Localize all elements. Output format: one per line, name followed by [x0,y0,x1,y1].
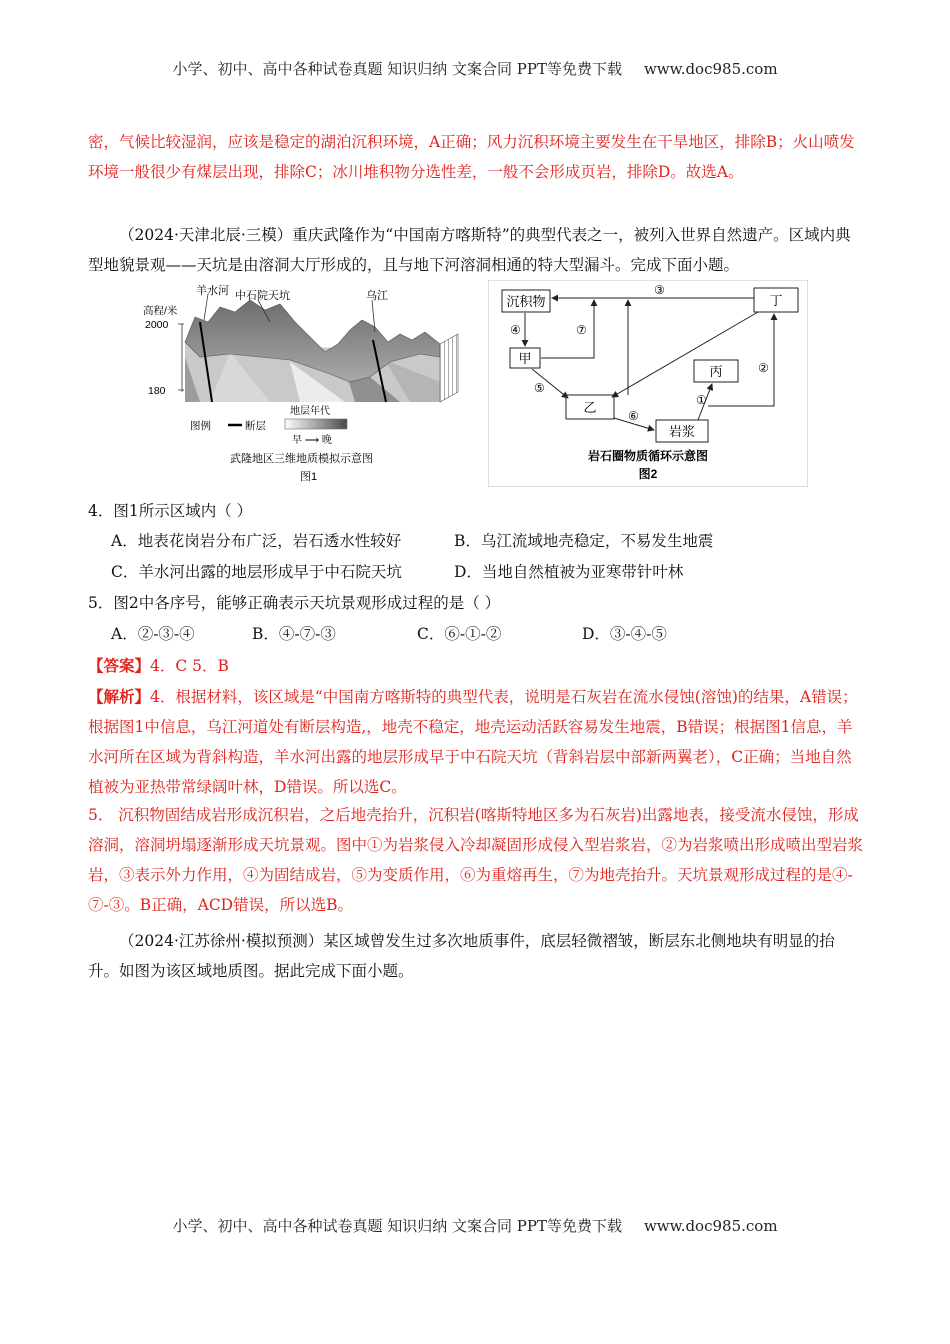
label-elevation-180: 180 [148,385,166,397]
q4-option-b: B．乌江流域地壳稳定，不易发生地震 [454,532,714,550]
answer-line [88,651,863,681]
node-magma-label: 岩浆 [668,424,696,439]
q4-option-c: C．羊水河出露的地层形成早于中石院天坑 [111,563,402,581]
legend-strata-gradient [285,419,347,429]
node-jia-label: 甲 [518,351,532,366]
legend-strata-age: 地层年代 [290,406,330,417]
q5-option-c: C．⑥-①-② [417,625,502,643]
arrow-6-label: ⑥ [628,409,639,423]
prev-explanation: 密，气候比较湿润，应该是稳定的湖泊沉积环境，A正确；风力沉积环境主要发生在干旱地区，排除B；火山喷发环境一般很少有煤层出现，排除C；冰川堆积物分选性差，一般不会形成页岩，排除D。故选A。 [88,133,855,181]
analysis-q4 [88,682,863,802]
figure-1-number: 图1 [300,471,318,483]
arrow-2-label: ② [758,361,769,375]
arrow-1-label: ① [696,393,707,407]
footer-site: www.doc985.com [643,1217,778,1235]
arrow-4-label: ④ [510,323,521,337]
q5-options-row [111,619,871,649]
q5-option-a: A．②-③-④ [111,625,195,643]
analysis-q5: 5． 沉积物固结成岩形成沉积岩，之后地壳抬升，沉积岩(喀斯特地区多为石灰岩)出露地表，接受流水侵蚀，形成溶洞，溶洞坍塌逐渐形成天坑景观。图中①为岩浆侵入冷却凝固形成侵入型岩浆岩，②为岩浆喷出形成喷出型岩浆岩，③表示外力作用，④为固结成岩，⑤为变质作用，⑥为重熔再生，⑦为地壳抬升。天坑景观形成过程的是④-⑦-③。B正确，ACD错误，所以选B。 [88,806,864,914]
header-site: www.doc985.com [643,60,778,78]
page-footer [0,1215,950,1236]
analysis-q4-text: 4．根据材料，该区域是“中国南方喀斯特的典型代表，说明是石灰岩在流水侵蚀(溶蚀)的结果，A错误；根据图1中信息，乌江河道处有断层构造,，地壳不稳定，地壳运动活跃容易发生地震，B错误；根据图1信息，羊水河所在区域为背斜构造，羊水河出露的地层形成早于中石院天坑（背斜岩层中部新两翼老），C正确；当地自然植被为亚热带常绿阔叶林，D错误。所以选C。 [88,688,858,796]
label-elevation-2000: 2000 [145,319,169,331]
label-zhongshiyuan-tiankeng: 中石院天坑 [235,290,290,302]
node-yi-label: 乙 [583,400,597,415]
q4-options-row-1 [111,526,871,556]
node-sediment-label: 沉积物 [506,294,546,309]
header-text: 小学、初中、高中各种试卷真题 知识归纳 文案合同 PPT等免费下载 [172,60,622,78]
legend-age-order: 早 ⟶ 晚 [292,435,332,446]
q5-option-b: B．④-⑦-③ [252,625,336,643]
answer-tag: 【答案】 [88,656,151,675]
node-ding-label: 丁 [769,293,783,308]
label-elevation-title: 高程/米 [143,305,178,317]
question-intro-2: （2024·江苏徐州·模拟预测）某区域曾发生过多次地质事件，底层轻微褶皱，断层东北侧地块有明显的抬升。如图为该区域地质图。据此完成下面小题。 [88,932,835,980]
figure-2-number: 图2 [638,467,658,481]
q4-stem: 4．图1所示区域内（ ） [88,502,253,520]
arrow-7-label: ⑦ [576,323,587,337]
label-wujiang-river: 乌江 [366,290,388,302]
q5-stem: 5．图2中各序号，能够正确表示天坑景观形成过程的是（ ） [88,594,501,612]
q4-option-a: A．地表花岗岩分布广泛，岩石透水性较好 [111,532,402,550]
legend-fault-label: 断层 [245,420,266,432]
arrow-3-label: ③ [654,283,665,297]
analysis-tag: 【解析】 [88,687,151,706]
figure-2-rock-cycle [488,280,808,487]
answer-text: 4．C 5．B [150,657,229,675]
q4-option-d: D．当地自然植被为亚寒带针叶林 [454,563,684,581]
label-yangshui-river: 羊水河 [196,285,229,297]
page-header [0,58,950,79]
node-bing-label: 丙 [709,364,723,379]
arrow-5-label: ⑤ [534,381,545,395]
question-intro-1: （2024·天津北辰·三模）重庆武隆作为“中国南方喀斯特”的典型代表之一，被列入世界自然遗产。区域内典型地貌景观——天坑是由溶洞大厅形成的，且与地下河溶洞相通的特大型漏斗。完成下面小题。 [88,226,851,274]
figure-1-caption: 武隆地区三维地质模拟示意图 [230,453,373,465]
footer-text: 小学、初中、高中各种试卷真题 知识归纳 文案合同 PPT等免费下载 [172,1217,622,1235]
q5-option-d: D．③-④-⑤ [582,625,667,643]
q4-options-row-2 [111,557,871,587]
figure-2-caption: 岩石圈物质循环示意图 [587,449,709,463]
figure-1-geologic-model [140,282,480,487]
legend-label: 图例 [190,420,211,432]
